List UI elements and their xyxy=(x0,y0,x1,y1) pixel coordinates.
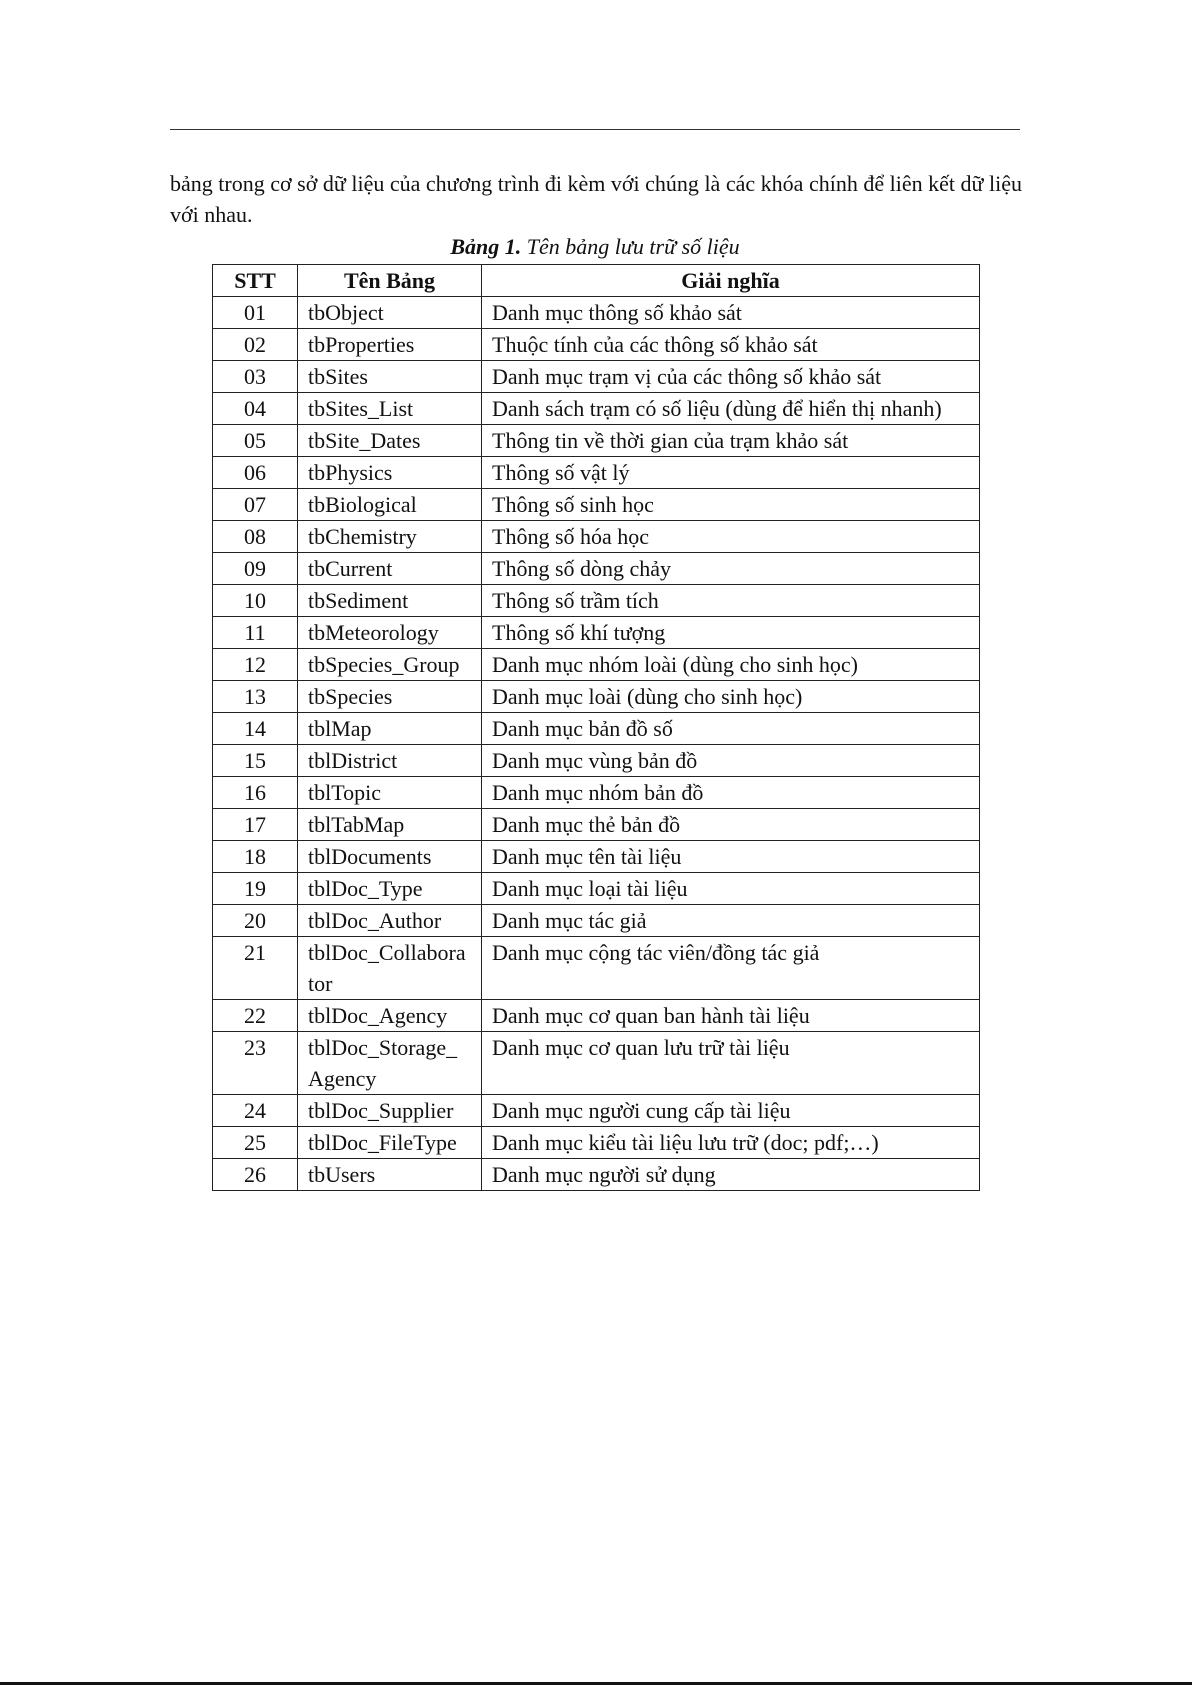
table-row xyxy=(213,937,980,1000)
cell-stt: 16 xyxy=(213,777,298,809)
table-row xyxy=(213,361,980,393)
table-row xyxy=(213,809,980,841)
cell-stt: 01 xyxy=(213,297,298,329)
cell-desc: Thông số khí tượng xyxy=(482,617,980,649)
table-row xyxy=(213,649,980,681)
table-row xyxy=(213,777,980,809)
cell-name: tbPhysics xyxy=(298,457,482,489)
cell-name: tbChemistry xyxy=(298,521,482,553)
cell-name: tblDoc_Storage_Agency xyxy=(298,1032,482,1095)
table-row xyxy=(213,329,980,361)
table-row xyxy=(213,1032,980,1095)
table-row xyxy=(213,681,980,713)
cell-stt: 24 xyxy=(213,1095,298,1127)
cell-stt: 26 xyxy=(213,1159,298,1191)
table-row xyxy=(213,745,980,777)
table-row xyxy=(213,585,980,617)
cell-name: tbSpecies xyxy=(298,681,482,713)
table-caption xyxy=(170,232,1020,262)
cell-desc: Danh mục nhóm loài (dùng cho sinh học) xyxy=(482,649,980,681)
cell-stt: 02 xyxy=(213,329,298,361)
cell-name: tbUsers xyxy=(298,1159,482,1191)
cell-desc: Danh mục kiểu tài liệu lưu trữ (doc; pdf;…) xyxy=(482,1127,980,1159)
cell-name: tblTabMap xyxy=(298,809,482,841)
cell-name: tbSites_List xyxy=(298,393,482,425)
cell-name: tblDoc_Type xyxy=(298,873,482,905)
cell-desc: Thông số vật lý xyxy=(482,457,980,489)
table-row xyxy=(213,521,980,553)
cell-stt: 10 xyxy=(213,585,298,617)
cell-desc: Danh mục cơ quan ban hành tài liệu xyxy=(482,1000,980,1032)
header-stt: STT xyxy=(213,265,298,297)
cell-stt: 11 xyxy=(213,617,298,649)
table-row xyxy=(213,841,980,873)
table-row xyxy=(213,1000,980,1032)
cell-stt: 21 xyxy=(213,937,298,1000)
cell-name: tblTopic xyxy=(298,777,482,809)
table-row xyxy=(213,713,980,745)
cell-stt: 12 xyxy=(213,649,298,681)
cell-name: tblDoc_Agency xyxy=(298,1000,482,1032)
cell-name: tblDoc_Collaborator xyxy=(298,937,482,1000)
table-row xyxy=(213,489,980,521)
table-header-row xyxy=(213,265,980,297)
cell-stt: 04 xyxy=(213,393,298,425)
cell-desc: Danh mục trạm vị của các thông số khảo sát xyxy=(482,361,980,393)
cell-name: tbSite_Dates xyxy=(298,425,482,457)
cell-stt: 15 xyxy=(213,745,298,777)
caption-title: Tên bảng lưu trữ số liệu xyxy=(521,234,740,259)
table-row xyxy=(213,457,980,489)
cell-stt: 14 xyxy=(213,713,298,745)
table-row xyxy=(213,425,980,457)
cell-name: tblDoc_FileType xyxy=(298,1127,482,1159)
cell-desc: Danh mục tên tài liệu xyxy=(482,841,980,873)
table-row xyxy=(213,297,980,329)
cell-desc: Danh mục vùng bản đồ xyxy=(482,745,980,777)
cell-desc: Danh mục thẻ bản đồ xyxy=(482,809,980,841)
header-description: Giải nghĩa xyxy=(482,265,980,297)
table-row xyxy=(213,905,980,937)
cell-stt: 20 xyxy=(213,905,298,937)
cell-stt: 23 xyxy=(213,1032,298,1095)
cell-desc: Thông số dòng chảy xyxy=(482,553,980,585)
cell-desc: Danh mục cơ quan lưu trữ tài liệu xyxy=(482,1032,980,1095)
cell-stt: 13 xyxy=(213,681,298,713)
cell-name: tblDocuments xyxy=(298,841,482,873)
cell-desc: Danh mục bản đồ số xyxy=(482,713,980,745)
cell-desc: Danh mục tác giả xyxy=(482,905,980,937)
table-row xyxy=(213,873,980,905)
cell-desc: Thông số sinh học xyxy=(482,489,980,521)
cell-name: tbBiological xyxy=(298,489,482,521)
cell-desc: Thuộc tính của các thông số khảo sát xyxy=(482,329,980,361)
cell-desc: Danh mục nhóm bản đồ xyxy=(482,777,980,809)
cell-name: tblDistrict xyxy=(298,745,482,777)
cell-name: tbSites xyxy=(298,361,482,393)
cell-stt: 25 xyxy=(213,1127,298,1159)
cell-desc: Danh mục người sử dụng xyxy=(482,1159,980,1191)
cell-name: tbCurrent xyxy=(298,553,482,585)
cell-stt: 03 xyxy=(213,361,298,393)
table-row xyxy=(213,617,980,649)
header-table-name: Tên Bảng xyxy=(298,265,482,297)
cell-desc: Danh mục cộng tác viên/đồng tác giả xyxy=(482,937,980,1000)
cell-stt: 22 xyxy=(213,1000,298,1032)
cell-desc: Thông số trầm tích xyxy=(482,585,980,617)
cell-name: tblDoc_Author xyxy=(298,905,482,937)
table-row xyxy=(213,553,980,585)
cell-name: tbMeteorology xyxy=(298,617,482,649)
cell-stt: 05 xyxy=(213,425,298,457)
cell-desc: Danh mục loại tài liệu xyxy=(482,873,980,905)
table-row xyxy=(213,393,980,425)
cell-desc: Thông số hóa học xyxy=(482,521,980,553)
cell-name: tblMap xyxy=(298,713,482,745)
cell-name: tbSediment xyxy=(298,585,482,617)
cell-desc: Thông tin về thời gian của trạm khảo sát xyxy=(482,425,980,457)
table-row xyxy=(213,1095,980,1127)
cell-stt: 18 xyxy=(213,841,298,873)
data-table xyxy=(212,264,980,1191)
cell-desc: Danh sách trạm có số liệu (dùng để hiển thị nhanh) xyxy=(482,393,980,425)
cell-stt: 19 xyxy=(213,873,298,905)
header-rule xyxy=(170,129,1020,130)
table-row xyxy=(213,1127,980,1159)
cell-name: tblDoc_Supplier xyxy=(298,1095,482,1127)
cell-stt: 07 xyxy=(213,489,298,521)
cell-stt: 17 xyxy=(213,809,298,841)
caption-label: Bảng 1. xyxy=(450,234,522,259)
cell-desc: Danh mục thông số khảo sát xyxy=(482,297,980,329)
cell-name: tbObject xyxy=(298,297,482,329)
table-row xyxy=(213,1159,980,1191)
cell-stt: 09 xyxy=(213,553,298,585)
cell-name: tbSpecies_Group xyxy=(298,649,482,681)
cell-name: tbProperties xyxy=(298,329,482,361)
intro-paragraph: bảng trong cơ sở dữ liệu của chương trình đi kèm với chúng là các khóa chính để liên kết dữ liệu với nhau. xyxy=(170,171,1022,227)
cell-stt: 06 xyxy=(213,457,298,489)
cell-desc: Danh mục người cung cấp tài liệu xyxy=(482,1095,980,1127)
cell-stt: 08 xyxy=(213,521,298,553)
cell-desc: Danh mục loài (dùng cho sinh học) xyxy=(482,681,980,713)
